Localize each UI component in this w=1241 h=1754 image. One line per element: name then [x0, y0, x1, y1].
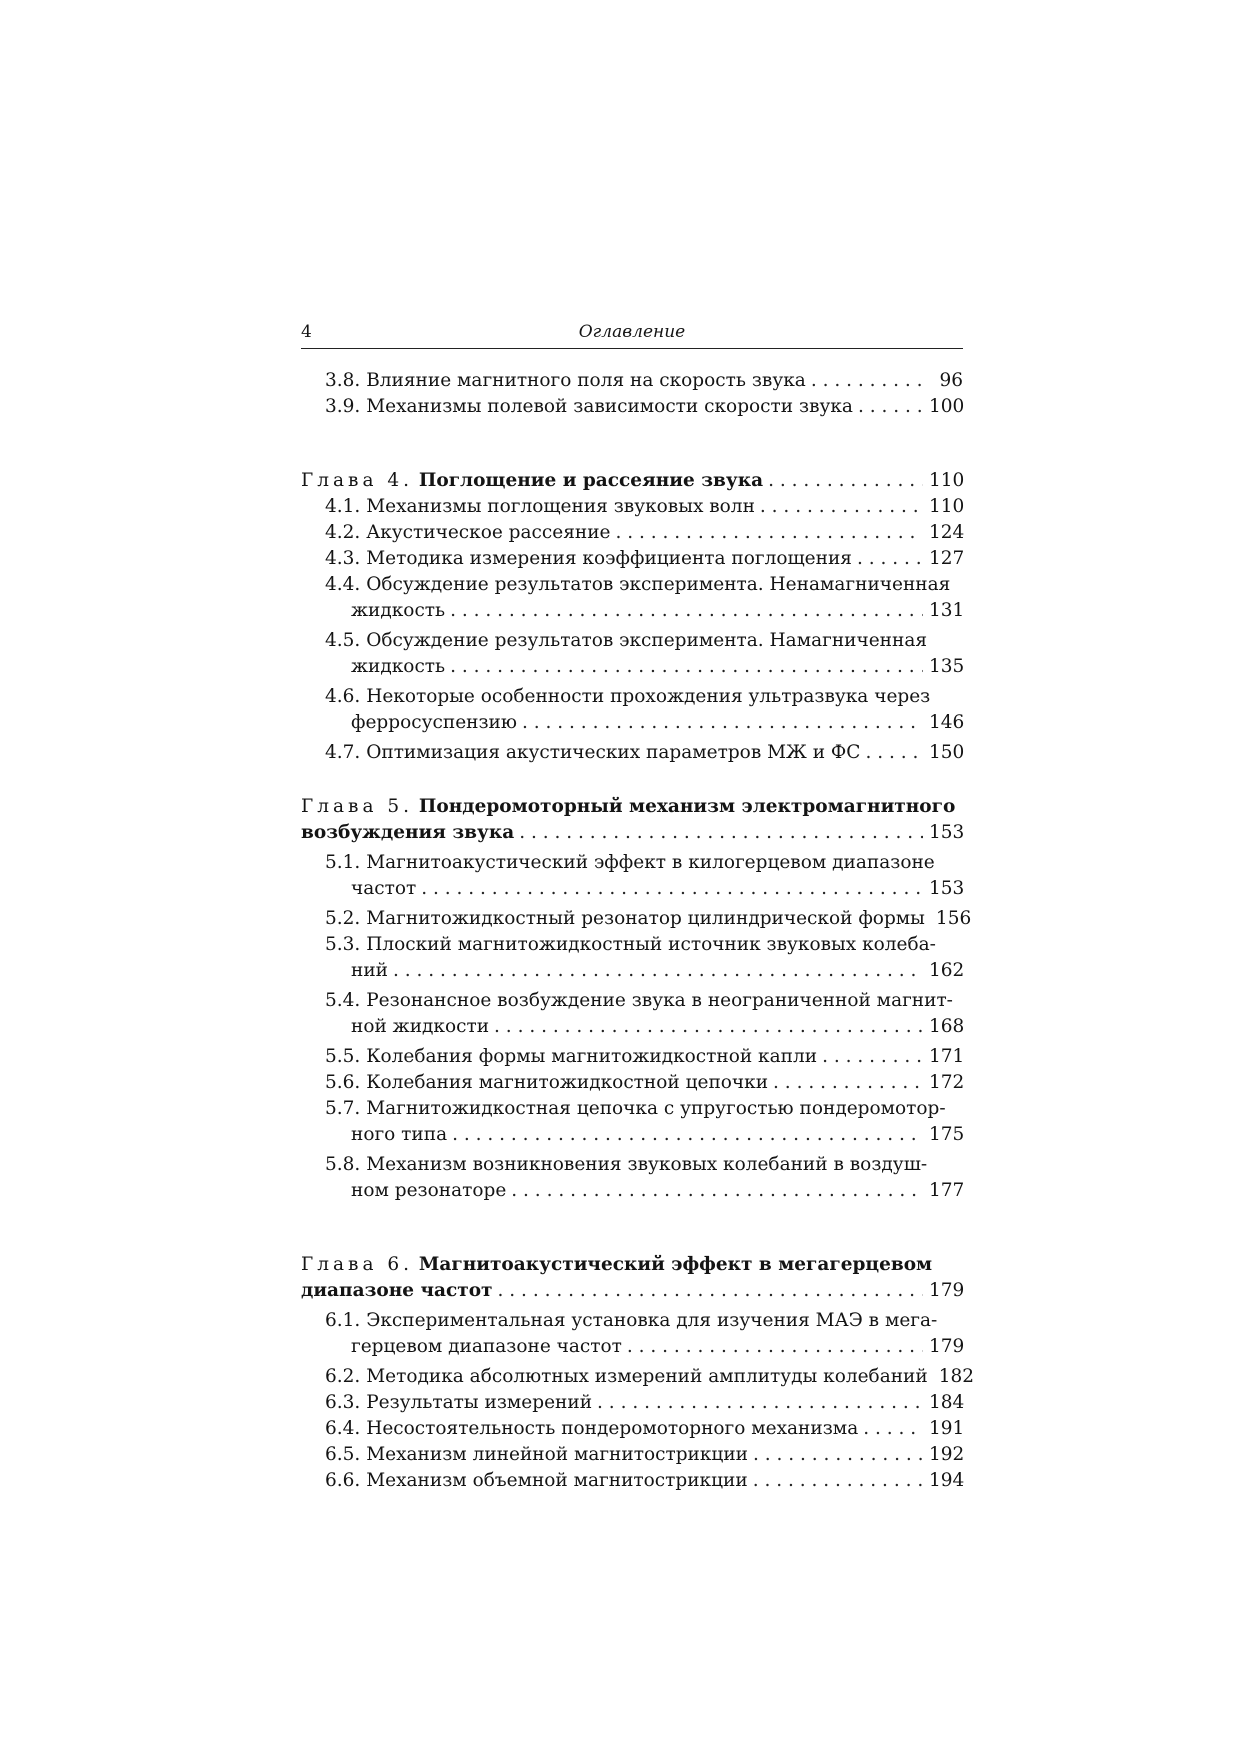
page-ref: 131 [929, 600, 965, 621]
chapter-title-line2: диапазоне частот [301, 1280, 493, 1301]
leader-dots [421, 876, 923, 902]
leader-dots [519, 820, 923, 846]
leader-dots [393, 958, 923, 984]
page-ref: 177 [929, 1180, 965, 1201]
page-ref: 192 [929, 1444, 965, 1465]
leader-dots [863, 1416, 923, 1442]
chapter-label: Глава 6. [301, 1254, 414, 1275]
toc-entry-5-4[interactable]: 5.4. Резонансное возбуждение звука в неограниченной магнит- ной жидкости . . . 168 [325, 988, 963, 1040]
page-ref: 194 [929, 1470, 965, 1491]
leader-dots [450, 654, 923, 680]
page-ref: 179 [929, 1336, 965, 1357]
toc-entry-6-6[interactable]: 6.6. Механизм объемной магнитострикции . . . 194 [325, 1468, 963, 1494]
toc-entry-5-2[interactable]: 5.2. Магнитожидкостный резонатор цилиндрической формы 156 [325, 906, 963, 932]
toc-entry-4-7[interactable]: 4.7. Оптимизация акустических параметров МЖ и ФС . . . 150 [325, 740, 963, 766]
leader-dots [597, 1390, 923, 1416]
toc-entry-5-1[interactable]: 5.1. Магнитоакустический эффект в килогерцевом диапазоне частот . . . 153 [325, 850, 963, 902]
running-header [301, 322, 963, 349]
leader-dots [768, 468, 923, 494]
page-ref: 110 [929, 496, 965, 517]
page-ref: 182 [938, 1366, 975, 1387]
running-title: Оглавление [578, 322, 686, 342]
toc-entry-3-9[interactable]: 3.9. Механизмы полевой зависимости скорости звука . . . 100 [325, 394, 963, 420]
toc-entry-6-2[interactable]: 6.2. Методика абсолютных измерений амплитуды колебаний 182 [325, 1364, 963, 1390]
page-ref: 168 [929, 1016, 965, 1037]
page-ref: 135 [929, 656, 965, 677]
leader-dots [494, 1014, 923, 1040]
leader-dots [822, 1044, 923, 1070]
leader-dots [857, 546, 923, 572]
leader-dots [627, 1334, 923, 1360]
toc-entry-4-4[interactable]: 4.4. Обсуждение результатов эксперимента. Ненамагниченная жидкость . . . 131 [325, 572, 963, 624]
chapter-label: Глава 4. [301, 470, 414, 491]
leader-dots [773, 1070, 923, 1096]
toc-entry-6-5[interactable]: 6.5. Механизм линейной магнитострикции . . . 192 [325, 1442, 963, 1468]
toc-entry-6-1[interactable]: 6.1. Экспериментальная установка для изучения МАЭ в мега- герцевом диапазоне частот . . . 179 [325, 1308, 963, 1360]
page-ref: 127 [929, 548, 965, 569]
toc-entry-5-5[interactable]: 5.5. Колебания формы магнитожидкостной капли . . . 171 [325, 1044, 963, 1070]
page-ref: 124 [929, 522, 965, 543]
page-ref: 171 [929, 1046, 965, 1067]
toc-entry-4-6[interactable]: 4.6. Некоторые особенности прохождения ультразвука через ферросуспензию . . . 146 [325, 684, 963, 736]
page-ref: 100 [929, 396, 965, 417]
leader-dots [450, 598, 923, 624]
leader-dots [858, 394, 923, 420]
page-ref: 153 [929, 822, 965, 843]
leader-dots [511, 1178, 923, 1204]
toc-entry-5-7[interactable]: 5.7. Магнитожидкостная цепочка с упругостью пондеромотор- ного типа . . . 175 [325, 1096, 963, 1148]
leader-dots [452, 1122, 923, 1148]
leader-dots [753, 1442, 923, 1468]
leader-dots [522, 710, 923, 736]
chapter-label: Глава 5. [301, 796, 414, 817]
toc-chapter-6[interactable] [301, 1252, 963, 1304]
toc-entry-5-3[interactable]: 5.3. Плоский магнитожидкостный источник звуковых колеба- ний . . . 162 [325, 932, 963, 984]
leader-dots [811, 368, 923, 394]
page-ref: 184 [929, 1392, 965, 1413]
leader-dots [615, 520, 923, 546]
page-number: 4 [301, 322, 312, 342]
toc-entry-6-4[interactable]: 6.4. Несостоятельность пондеромоторного механизма . . . 191 [325, 1416, 963, 1442]
page-ref: 96 [939, 370, 963, 391]
page-ref: 172 [929, 1072, 965, 1093]
page-ref: 175 [929, 1124, 965, 1145]
chapter-title-line1: Пондеромоторный механизм электромагнитного [418, 796, 956, 817]
page-ref: 146 [929, 712, 965, 733]
page-ref: 162 [929, 960, 965, 981]
toc-entry-6-3[interactable]: 6.3. Результаты измерений . . . 184 [325, 1390, 963, 1416]
page-ref: 156 [935, 908, 972, 929]
chapter-title: Поглощение и рассеяние звука [418, 470, 764, 491]
leader-dots [760, 494, 923, 520]
leader-dots [865, 740, 923, 766]
leader-dots [753, 1468, 923, 1494]
toc-entry-4-5[interactable]: 4.5. Обсуждение результатов эксперимента. Намагниченная жидкость . . . 135 [325, 628, 963, 680]
table-of-contents [301, 368, 975, 1494]
chapter-title-line2: возбуждения звука [301, 822, 515, 843]
toc-entry-5-6[interactable]: 5.6. Колебания магнитожидкостной цепочки . . . 172 [325, 1070, 963, 1096]
chapter-title-line1: Магнитоакустический эффект в мегагерцевом [418, 1254, 933, 1275]
page-ref: 153 [929, 878, 965, 899]
page-ref: 191 [929, 1418, 965, 1439]
page-ref: 150 [929, 742, 965, 763]
toc-entry-4-1[interactable]: 4.1. Механизмы поглощения звуковых волн . . . 110 [325, 494, 963, 520]
toc-entry-4-2[interactable]: 4.2. Акустическое рассеяние . . . 124 [325, 520, 963, 546]
toc-entry-4-3[interactable]: 4.3. Методика измерения коэффициента поглощения . . . 127 [325, 546, 963, 572]
leader-dots [498, 1278, 923, 1304]
page-ref: 110 [929, 470, 965, 491]
page-ref: 179 [929, 1280, 965, 1301]
toc-chapter-5[interactable] [301, 794, 963, 846]
toc-entry-3-8[interactable]: 3.8. Влияние магнитного поля на скорость звука . . . 96 [325, 368, 963, 394]
toc-entry-5-8[interactable]: 5.8. Механизм возникновения звуковых колебаний в воздуш- ном резонаторе . . . 177 [325, 1152, 963, 1204]
toc-chapter-4[interactable] [301, 468, 963, 494]
